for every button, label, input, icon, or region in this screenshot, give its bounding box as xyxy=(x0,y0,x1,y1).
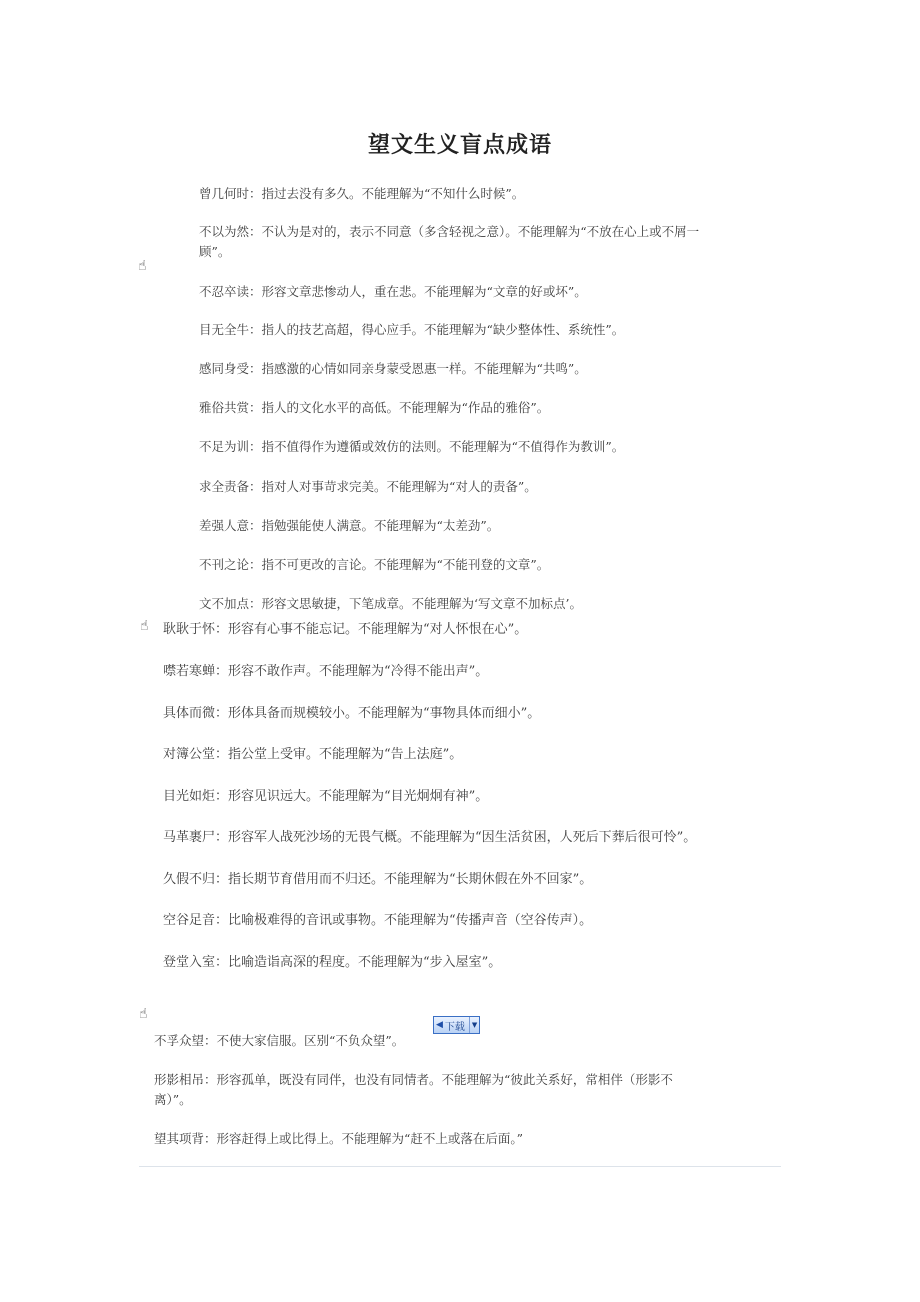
idiom-entry: 登堂入室：比喻造诣高深的程度。不能理解为“步入屋室”。 xyxy=(163,955,502,970)
idiom-entry: 耿耿于怀：形容有心事不能忘记。不能理解为“对人怀恨在心”。 xyxy=(163,622,528,637)
hand-cursor-icon: ☝ xyxy=(139,1006,148,1022)
idiom-entry: 不足为训：指不值得作为遵循或效仿的法则。不能理解为“不值得作为教训”。 xyxy=(199,439,625,454)
idiom-entry: 目无全牛：指人的技艺高超，得心应手。不能理解为“缺少整体性、系统性”。 xyxy=(199,322,625,337)
idiom-entry: 久假不归：指长期节育借用而不归还。不能理解为“长期休假在外不回家”。 xyxy=(163,872,593,887)
idiom-entry: 目光如炬：形容见识远大。不能理解为“目光炯炯有神”。 xyxy=(163,789,489,804)
idiom-entry: 雅俗共赏：指人的文化水平的高低。不能理解为“作品的雅俗”。 xyxy=(199,400,550,415)
hand-cursor-icon: ☝ xyxy=(138,258,147,274)
idiom-entry: 对簿公堂：指公堂上受审。不能理解为“告上法庭”。 xyxy=(163,747,463,762)
idiom-entry: 不以为然：不认为是对的，表示不同意（多含轻视之意）。不能理解为“不放在心上或不屑一顾”。 xyxy=(199,224,700,259)
dropdown-arrow-icon[interactable]: ▼ xyxy=(471,1021,478,1029)
idiom-entry: 形影相吊：形容孤单，既没有同伴，也没有同情者。不能理解为“彼此关系好，常相伴（形影不离）”。 xyxy=(154,1072,673,1107)
idiom-entry: 噤若寒蝉：形容不敢作声。不能理解为“冷得不能出声”。 xyxy=(163,664,489,679)
idiom-entry: 具体而微：形体具备而规模较小。不能理解为“事物具体而细小”。 xyxy=(163,706,541,721)
download-button-main[interactable] xyxy=(434,1017,470,1033)
idiom-entry: 空谷足音：比喻极难得的音讯或事物。不能理解为“传播声音（空谷传声）。 xyxy=(163,913,593,928)
idiom-entry: 不忍卒读：形容文章悲惨动人，重在悲。不能理解为“文章的好或坏”。 xyxy=(199,284,587,299)
download-arrow-icon: ◀ xyxy=(436,1020,443,1030)
idiom-entry: 不刊之论：指不可更改的言论。不能理解为“不能刊登的文章”。 xyxy=(199,557,550,572)
download-button[interactable] xyxy=(433,1016,480,1034)
idiom-entry: 马革裹尸：形容军人战死沙场的无畏气概。不能理解为“因生活贫困，人死后下葬后很可怜”。 xyxy=(163,830,697,845)
bottom-divider xyxy=(139,1166,781,1167)
idiom-entry: 差强人意：指勉强能使人满意。不能理解为“太差劲”。 xyxy=(199,518,500,533)
idiom-entry: 文不加点：形容文思敏捷，下笔成章。不能理解为‘写文章不加标点’。 xyxy=(199,596,582,611)
idiom-entry: 不孚众望：不使大家信服。区别“不负众望”。 xyxy=(154,1033,405,1048)
idiom-entry: 曾几何时：指过去没有多久。不能理解为“不知什么时候”。 xyxy=(199,186,525,201)
hand-cursor-icon: ☝ xyxy=(140,618,149,634)
idiom-entry: 望其项背：形容赶得上或比得上。不能理解为“赶不上或落在后面。” xyxy=(154,1131,524,1146)
download-label: 下载 xyxy=(444,1021,465,1033)
idiom-entry: 求全责备：指对人对事苛求完美。不能理解为“对人的责备”。 xyxy=(199,479,537,494)
page-title: 望文生义盲点成语 xyxy=(367,132,552,158)
idiom-entry: 感同身受：指感激的心情如同亲身蒙受恩惠一样。不能理解为“共鸣”。 xyxy=(199,361,587,376)
